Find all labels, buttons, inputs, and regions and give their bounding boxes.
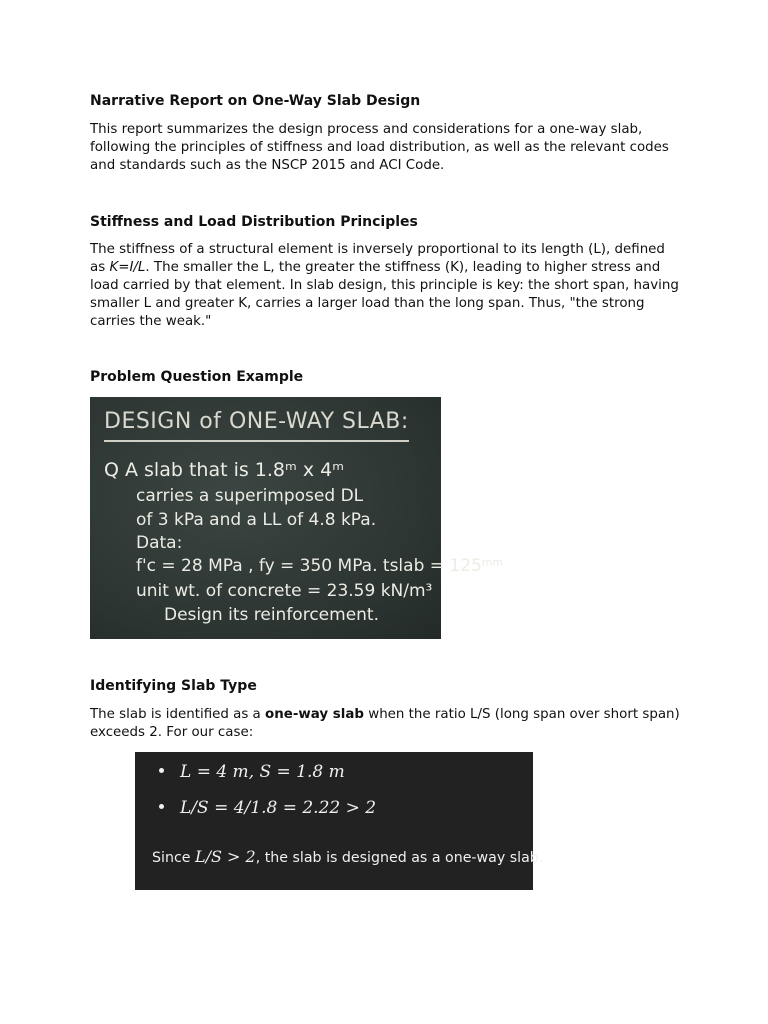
stiffness-text-before: The stiffness of a structural element is inversely proportional to its length (L), defined as [90, 242, 665, 275]
stiffness-heading: Stiffness and Load Distribution Principles [90, 214, 418, 230]
board-line-1: Q A slab that is 1.8ᵐ x 4ᵐ [104, 459, 345, 481]
chalkboard-problem-image [90, 397, 504, 639]
stiffness-formula: K=I/L [109, 260, 146, 275]
ratio-calculation-box [135, 752, 544, 890]
board-line-2: carries a superimposed DL [136, 486, 364, 506]
stiffness-paragraph [90, 241, 680, 331]
slab-type-heading: Identifying Slab Type [90, 678, 257, 694]
board-line-5: f'c = 28 MPa , fy = 350 MPa. tslab = 125ᵐᵐ [136, 556, 504, 576]
concl-after: , the slab is designed as a one-way slab. [255, 850, 544, 866]
slab-type-text-before: The slab is identified as a [90, 707, 266, 722]
board-line-4: Data: [136, 533, 183, 553]
bullet-dot [159, 768, 164, 773]
board-line-6: unit wt. of concrete = 23.59 kN/m³ [136, 581, 433, 601]
board-title: DESIGN of ONE-WAY SLAB: [104, 409, 409, 434]
report-title: Narrative Report on One-Way Slab Design [90, 93, 421, 109]
math-bullet-1 [159, 762, 345, 782]
board-line-7: Design its reinforcement. [164, 605, 379, 625]
slab-type-bold: one-way slab [265, 707, 364, 722]
intro-paragraph: This report summarizes the design process and considerations for a one-way slab, following the principles of stiffness and load distribution, as well as the relevant codes and standards such as the NSCP 2015 and ACI Code. [90, 122, 669, 173]
board-line-3: of 3 kPa and a LL of 4.8 kPa. [136, 510, 377, 530]
math-conclusion [152, 847, 543, 866]
math-bullet-2-text: L/S = 4/1.8 = 2.22 > 2 [180, 798, 377, 818]
board-underline [104, 440, 409, 442]
concl-before: Since [152, 850, 195, 866]
problem-heading: Problem Question Example [90, 369, 304, 385]
stiffness-text-after: . The smaller the L, the greater the stiffness (K), leading to higher stress and load carried by that element. In slab design, this principle is key: the short span, having smaller L and greater K, carries a larger load than the long span. Thus, "the strong carries the weak." [90, 260, 679, 329]
concl-math: L/S > 2 [194, 847, 256, 866]
slab-type-text-after: when the ratio L/S (long span over short span) exceeds 2. For our case: [90, 707, 680, 740]
math-bullet-2 [159, 798, 376, 818]
bullet-dot [159, 804, 164, 809]
slab-type-paragraph [90, 706, 680, 742]
math-bullet-1-text: L = 4 m, S = 1.8 m [180, 762, 345, 782]
